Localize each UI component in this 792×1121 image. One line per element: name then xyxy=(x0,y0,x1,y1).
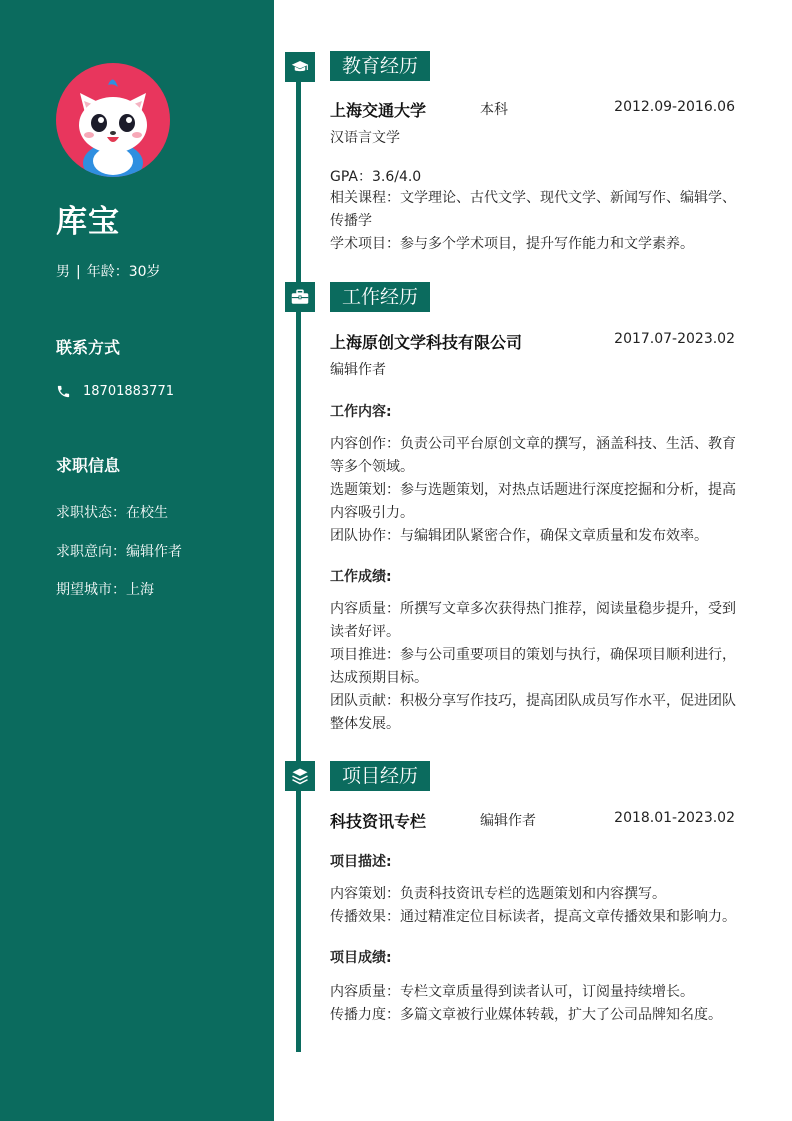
cat-mascot-image xyxy=(56,63,170,177)
graduation-cap-icon xyxy=(291,60,309,74)
project-result-2: 传播力度：多篇文章被行业媒体转载，扩大了公司品牌知名度。 xyxy=(330,1007,722,1023)
work-role: 编辑作者 xyxy=(330,362,386,378)
project-section-title: 项目经历 xyxy=(330,761,430,791)
timeline-line xyxy=(296,52,301,1052)
school-name: 上海交通大学 xyxy=(330,101,427,120)
project-desc-1: 内容策划：负责科技资讯专栏的选题策划和内容撰写。 xyxy=(330,886,666,902)
work-content-3: 团队协作：与编辑团队紧密合作，确保文章质量和发布效率。 xyxy=(330,528,708,544)
job-status: 求职状态：在校生 xyxy=(56,505,168,521)
degree: 本科 xyxy=(480,102,508,118)
phone-icon xyxy=(56,384,71,399)
work-content-title: 工作内容: xyxy=(330,404,392,420)
project-name: 科技资讯专栏 xyxy=(330,812,427,831)
work-achieve-3: 团队贡献：积极分享写作技巧，提高团队成员写作水平，促进团队整体发展。 xyxy=(330,693,736,732)
phone-number: 18701883771 xyxy=(83,384,174,399)
project-result-1: 内容质量：专栏文章质量得到读者认可，订阅量持续增长。 xyxy=(330,984,694,1000)
work-content-2: 选题策划：参与选题策划，对热点话题进行深度挖掘和分析，提高内容吸引力。 xyxy=(330,482,736,521)
contact-title: 联系方式 xyxy=(56,338,121,357)
gpa: GPA：3.6/4.0 xyxy=(330,169,422,185)
project-section-icon xyxy=(285,761,315,791)
company-name: 上海原创文学科技有限公司 xyxy=(330,333,523,352)
age: 年龄：30岁 xyxy=(86,264,161,280)
info-separator: | xyxy=(76,264,81,280)
job-title: 求职信息 xyxy=(56,456,121,475)
avatar xyxy=(56,63,170,177)
education-section-title: 教育经历 xyxy=(330,51,430,81)
work-achieve-2: 项目推进：参与公司重要项目的策划与执行，确保项目顺利进行，达成预期目标。 xyxy=(330,647,736,686)
education-period: 2012.09-2016.06 xyxy=(614,99,735,115)
project-desc-2: 传播效果：通过精准定位目标读者，提高文章传播效果和影响力。 xyxy=(330,909,736,925)
work-period: 2017.07-2023.02 xyxy=(614,331,735,347)
job-intention: 求职意向：编辑作者 xyxy=(56,544,182,560)
courses: 相关课程：文学理论、古代文学、现代文学、新闻写作、编辑学、传播学 xyxy=(330,190,736,229)
project-period: 2018.01-2023.02 xyxy=(614,810,735,826)
work-content-1: 内容创作：负责公司平台原创文章的撰写，涵盖科技、生活、教育等多个领域。 xyxy=(330,436,736,475)
job-city: 期望城市：上海 xyxy=(56,582,154,598)
project-result-title: 项目成绩: xyxy=(330,950,392,966)
candidate-name: 库宝 xyxy=(56,204,120,240)
basic-info xyxy=(56,261,161,281)
academic-projects: 学术项目：参与多个学术项目，提升写作能力和文学素养。 xyxy=(330,236,694,252)
work-section-icon xyxy=(285,282,315,312)
project-role: 编辑作者 xyxy=(480,813,536,829)
work-achieve-1: 内容质量：所撰写文章多次获得热门推荐，阅读量稳步提升，受到读者好评。 xyxy=(330,601,736,640)
sidebar xyxy=(0,0,274,1121)
briefcase-icon xyxy=(291,289,309,305)
major: 汉语言文学 xyxy=(330,130,400,146)
project-desc-title: 项目描述: xyxy=(330,854,392,870)
layers-icon xyxy=(291,767,309,785)
contact-phone-row xyxy=(56,384,174,399)
gender: 男 xyxy=(56,264,70,280)
education-section-icon xyxy=(285,52,315,82)
work-section-title: 工作经历 xyxy=(330,282,430,312)
work-achieve-title: 工作成绩: xyxy=(330,569,392,585)
